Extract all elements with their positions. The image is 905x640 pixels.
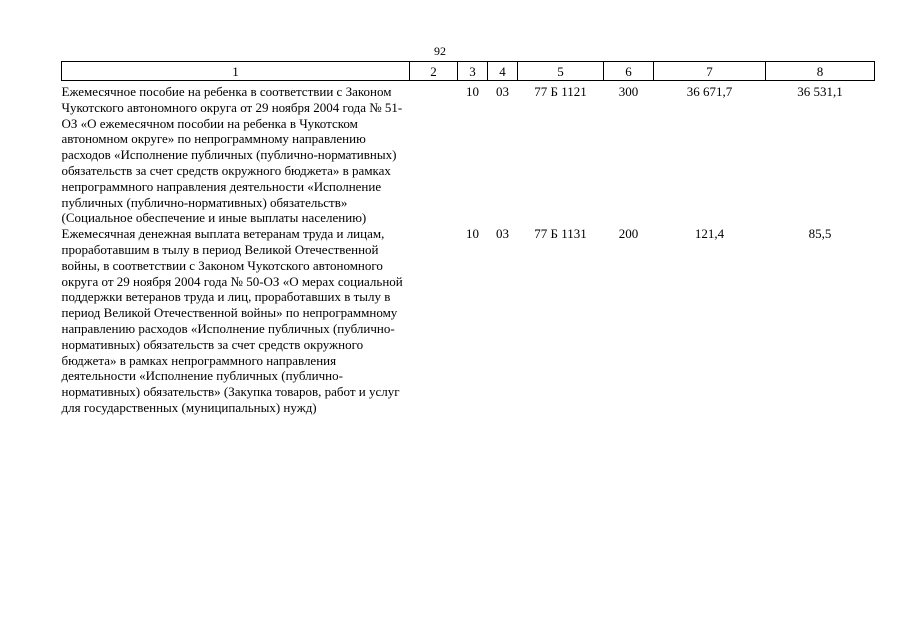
row-target-article: 77 Б 1121 <box>534 84 587 99</box>
row-subsection: 03 <box>496 226 509 242</box>
row-expense-type: 300 <box>618 84 639 99</box>
table-row <box>62 81 875 227</box>
table-row <box>62 226 875 416</box>
header-col-3: 3 <box>458 62 488 81</box>
row-amount-8: 36 531,1 <box>797 84 843 99</box>
row-amount-7: 36 671,7 <box>686 84 733 99</box>
row-amount-7: 121,4 <box>694 226 725 242</box>
budget-table <box>61 61 875 416</box>
page-number: 92 <box>434 44 446 58</box>
row-target-article: 77 Б 1131 <box>534 226 587 242</box>
row-description: Ежемесячная денежная выплата ветеранам труда и лицам, проработавшим в тылу в период Великой Отечественной войны, в соответствии с Законом Чукотского автономного округа от 29 ноября 2004 года № 50-ОЗ «О мерах социальной поддержки ветеранов труда и лиц, проработавших в тылу в период Великой Отечественной войны» по непрограммному направлению расходов «Исполнение публичных (публично-нормативных) обязательств за счет средств окружного бюджета» в рамках непрограммного направления деятельности «Исполнение публичных (публично-нормативных) обязательств» (Закупка товаров, работ и услуг для государственных (муниципальных) нужд) <box>61 226 403 415</box>
header-col-6: 6 <box>604 62 654 81</box>
row-amount-8: 85,5 <box>808 226 832 242</box>
header-col-1: 1 <box>62 62 410 81</box>
row-section: 10 <box>466 84 479 99</box>
header-col-5: 5 <box>518 62 604 81</box>
header-col-7: 7 <box>654 62 766 81</box>
header-col-8: 8 <box>766 62 875 81</box>
row-col-2 <box>410 226 458 416</box>
header-row <box>62 62 875 81</box>
header-col-2: 2 <box>410 62 458 81</box>
row-col-2 <box>410 81 458 227</box>
row-section: 10 <box>466 226 479 242</box>
row-expense-type: 200 <box>618 226 639 242</box>
row-subsection: 03 <box>496 84 509 99</box>
row-description: Ежемесячное пособие на ребенка в соответствии с Законом Чукотского автономного округа от 29 ноября 2004 года № 51-ОЗ «О ежемесячном пособии на ребенка в Чукотском автономном округе» по непрограммному направлению расходов «Исполнение публичных (публично-нормативных) обязательств за счет средств окружного бюджета» в рамках непрограммного направления деятельности «Исполнение публичных (публично-нормативных) обязательств» (Социальное обеспечение и иные выплаты населению) <box>61 84 403 226</box>
header-col-4: 4 <box>488 62 518 81</box>
